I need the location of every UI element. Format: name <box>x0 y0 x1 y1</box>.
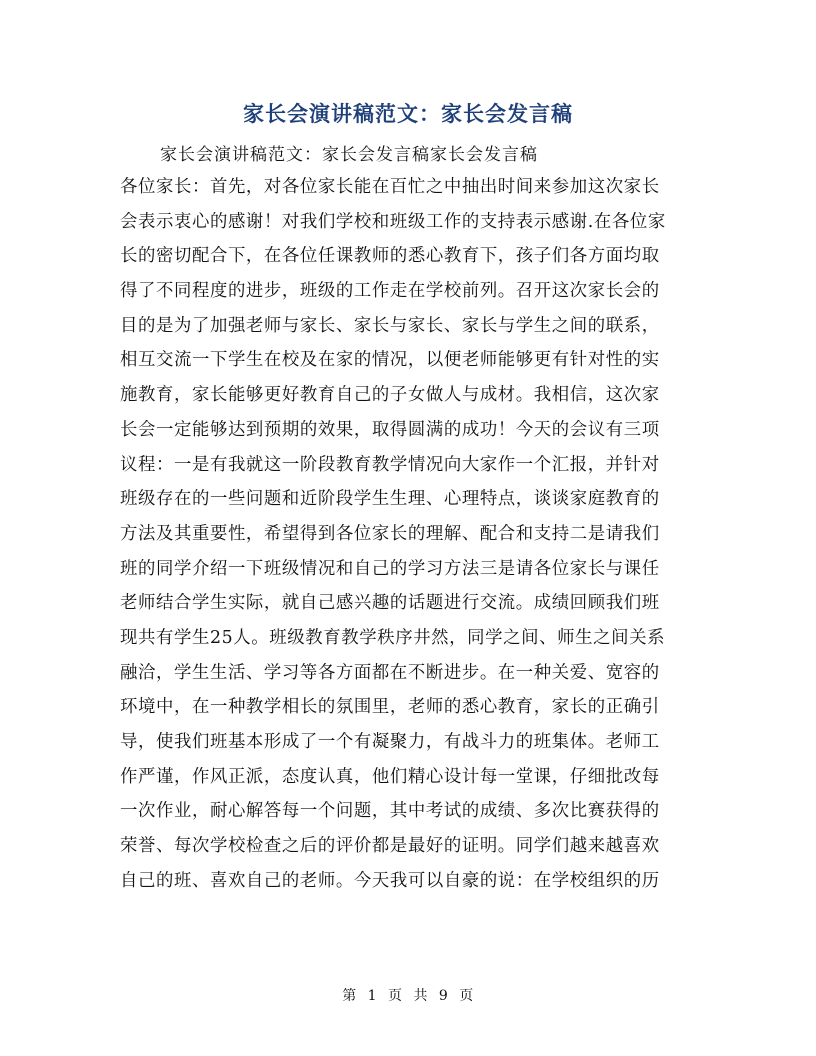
body-line: 方法及其重要性，希望得到各位家长的理解、配合和支持二是请我们 <box>120 523 660 544</box>
body-line: 各位家长：首先，对各位家长能在百忙之中抽出时间来参加这次家长 <box>120 177 660 197</box>
body-line: 长会一定能够达到预期的效果，取得圆满的成功！今天的会议有三项 <box>120 419 660 440</box>
document-body <box>120 170 700 898</box>
body-line: 施教育，家长能够更好教育自己的子女做人与成材。我相信，这次家 <box>120 385 660 406</box>
footer-total-pages: 9 <box>438 988 449 1004</box>
body-line: 融洽，学生生活、学习等各方面都在不断进步。在一种关爱、宽容的 <box>120 662 660 683</box>
body-line: 作严谨，作风正派，态度认真，他们精心设计每一堂课，仔细批改每 <box>120 766 660 787</box>
body-line: 议程：一是有我就这一阶段教育教学情况向大家作一个汇报，并针对 <box>120 454 660 475</box>
body-line: 环境中，在一种教学相长的氛围里，老师的悉心教育，家长的正确引 <box>120 697 660 718</box>
document-title: 家长会演讲稿范文：家长会发言稿 <box>243 101 573 126</box>
body-line: 相互交流一下学生在校及在家的情况，以便老师能够更有针对性的实 <box>120 350 660 371</box>
body-line: 目的是为了加强老师与家长、家长与家长、家长与学生之间的联系， <box>120 315 660 336</box>
footer-total-label: 页 <box>459 988 474 1004</box>
body-line: 一次作业，耐心解答每一个问题，其中考试的成绩、多次比赛获得的 <box>120 801 660 822</box>
footer-page-label: 页 <box>388 988 403 1004</box>
footer-current-page: 1 <box>367 988 378 1004</box>
body-line: 班的同学介绍一下班级情况和自己的学习方法三是请各位家长与课任 <box>120 558 660 579</box>
body-line: 得了不同程度的进步，班级的工作走在学校前列。召开这次家长会的 <box>120 281 660 302</box>
document-subtitle: 家长会演讲稿范文：家长会发言稿家长会发言稿 <box>160 145 538 165</box>
footer-total-prefix: 共 <box>413 988 428 1004</box>
body-line: 班级存在的一些问题和近阶段学生生理、心理特点，谈谈家庭教育的 <box>120 489 660 510</box>
body-line: 现共有学生25人。班级教育教学秩序井然，同学之间、师生之间关系 <box>120 627 666 648</box>
body-line: 自己的班、喜欢自己的老师。今天我可以自豪的说：在学校组织的历 <box>120 870 660 891</box>
body-line: 荣誉、每次学校检查之后的评价都是最好的证明。同学们越来越喜欢 <box>120 836 660 857</box>
body-line: 导，使我们班基本形成了一个有凝聚力，有战斗力的班集体。老师工 <box>120 732 660 752</box>
page-footer <box>0 985 816 1005</box>
body-line: 会表示衷心的感谢！对我们学校和班级工作的支持表示感谢.在各位家 <box>120 211 666 232</box>
footer-prefix: 第 <box>342 988 357 1004</box>
body-line: 长的密切配合下，在各位任课教师的悉心教育下，孩子们各方面均取 <box>120 246 660 267</box>
body-line: 老师结合学生实际，就自己感兴趣的话题进行交流。成绩回顾我们班 <box>120 593 660 614</box>
